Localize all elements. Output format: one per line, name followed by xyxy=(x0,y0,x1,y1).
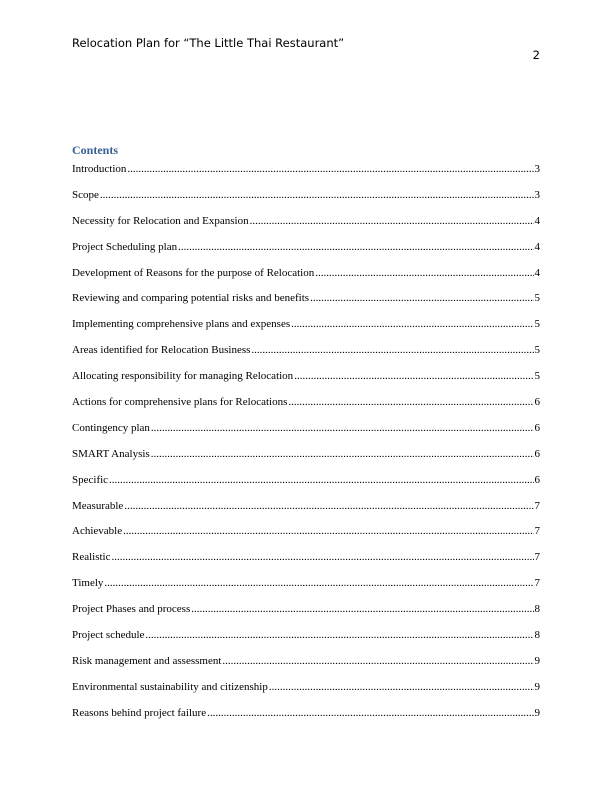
toc-entry[interactable] xyxy=(72,525,540,551)
toc-dot-leader xyxy=(222,655,533,667)
toc-entry[interactable] xyxy=(72,474,540,500)
toc-dot-leader xyxy=(251,344,533,356)
toc-entry[interactable] xyxy=(72,603,540,629)
toc-entry-label: Actions for comprehensive plans for Relocations xyxy=(72,396,288,409)
toc-entry-page: 9 xyxy=(534,654,540,667)
toc-entry-label: Contingency plan xyxy=(72,421,150,434)
toc-entry[interactable] xyxy=(72,577,540,603)
toc-heading: Contents xyxy=(72,143,119,157)
toc-entry-page: 4 xyxy=(534,214,540,227)
toc-entry-label: Allocating responsibility for managing Relocation xyxy=(72,370,294,383)
toc-entry-page: 5 xyxy=(534,344,540,357)
toc-entry[interactable] xyxy=(72,241,540,267)
toc-entry[interactable] xyxy=(72,292,540,318)
toc-dot-leader xyxy=(151,422,534,434)
toc-entry-page: 8 xyxy=(534,629,540,642)
toc-entry-label: Achievable xyxy=(72,525,123,538)
toc-entry-label: Realistic xyxy=(72,551,111,564)
toc-dot-leader xyxy=(151,448,534,460)
toc-entry-label: Reviewing and comparing potential risks and benefits xyxy=(72,292,310,305)
toc-entry-label: Areas identified for Relocation Business xyxy=(72,344,251,357)
toc-dot-leader xyxy=(127,163,533,175)
toc-entry-page: 7 xyxy=(534,499,540,512)
toc-dot-leader xyxy=(123,525,533,537)
toc-entry[interactable] xyxy=(72,267,540,293)
toc-dot-leader xyxy=(207,707,533,719)
toc-dot-leader xyxy=(291,318,533,330)
toc-entry-page: 7 xyxy=(534,551,540,564)
toc-entry[interactable] xyxy=(72,215,540,241)
toc-dot-leader xyxy=(315,267,533,279)
toc-entry[interactable] xyxy=(72,629,540,655)
toc-entry-label: Introduction xyxy=(72,163,127,175)
toc-dot-leader xyxy=(288,396,533,408)
toc-entry[interactable] xyxy=(72,163,540,189)
toc-dot-leader xyxy=(310,292,533,304)
toc-entry-page: 9 xyxy=(534,680,540,693)
toc-entry-page: 3 xyxy=(534,188,540,201)
toc-dot-leader xyxy=(100,189,534,201)
toc-entry-label: Risk management and assessment xyxy=(72,654,222,667)
toc-entry[interactable] xyxy=(72,681,540,707)
toc-entry-page: 4 xyxy=(534,240,540,253)
page-number: 2 xyxy=(532,48,540,62)
toc-entry[interactable] xyxy=(72,500,540,526)
toc-entry[interactable] xyxy=(72,189,540,215)
toc-entry-page: 7 xyxy=(534,525,540,538)
toc-entry-page: 7 xyxy=(534,577,540,590)
toc-entry-label: Reasons behind project failure xyxy=(72,706,207,719)
toc-dot-leader xyxy=(294,370,533,382)
toc-entry[interactable] xyxy=(72,448,540,474)
toc-dot-leader xyxy=(112,551,534,563)
toc-dot-leader xyxy=(250,215,534,227)
toc-entry-page: 4 xyxy=(534,266,540,279)
toc-entry-label: Timely xyxy=(72,577,104,590)
running-header: Relocation Plan for “The Little Thai Restaurant” xyxy=(72,36,345,50)
toc-entry[interactable] xyxy=(72,344,540,370)
toc-entry-label: Implementing comprehensive plans and expenses xyxy=(72,318,291,331)
toc-entry-label: Measurable xyxy=(72,499,124,512)
toc-dot-leader xyxy=(145,629,533,641)
toc-dot-leader xyxy=(104,577,533,589)
toc-entry-label: Development of Reasons for the purpose of Relocation xyxy=(72,266,315,279)
toc-entry[interactable] xyxy=(72,707,540,733)
toc-entry-label: Environmental sustainability and citizenship xyxy=(72,680,268,693)
toc-entry-label: Project schedule xyxy=(72,629,145,642)
toc-entry-page: 6 xyxy=(534,447,540,460)
toc-entry-label: Specific xyxy=(72,473,109,486)
table-of-contents xyxy=(72,163,540,733)
toc-entry[interactable] xyxy=(72,422,540,448)
toc-entry[interactable] xyxy=(72,318,540,344)
toc-entry-page: 5 xyxy=(534,292,540,305)
toc-entry-label: Scope xyxy=(72,188,99,201)
toc-entry-page: 9 xyxy=(534,706,540,719)
toc-entry[interactable] xyxy=(72,551,540,577)
toc-entry-page: 6 xyxy=(534,421,540,434)
toc-entry-label: Necessity for Relocation and Expansion xyxy=(72,214,249,227)
toc-entry[interactable] xyxy=(72,396,540,422)
toc-dot-leader xyxy=(191,603,533,615)
toc-entry-page: 5 xyxy=(534,370,540,383)
toc-entry-label: Project Scheduling plan xyxy=(72,240,178,253)
toc-entry-label: SMART Analysis xyxy=(72,447,150,460)
toc-dot-leader xyxy=(124,500,533,512)
toc-entry-page: 3 xyxy=(534,163,540,175)
toc-dot-leader xyxy=(109,474,533,486)
toc-entry-page: 6 xyxy=(534,473,540,486)
toc-entry-page: 6 xyxy=(534,396,540,409)
toc-entry[interactable] xyxy=(72,655,540,681)
toc-entry-page: 8 xyxy=(534,603,540,616)
toc-entry-label: Project Phases and process xyxy=(72,603,191,616)
toc-entry[interactable] xyxy=(72,370,540,396)
toc-dot-leader xyxy=(269,681,534,693)
toc-entry-page: 5 xyxy=(534,318,540,331)
toc-dot-leader xyxy=(178,241,533,253)
